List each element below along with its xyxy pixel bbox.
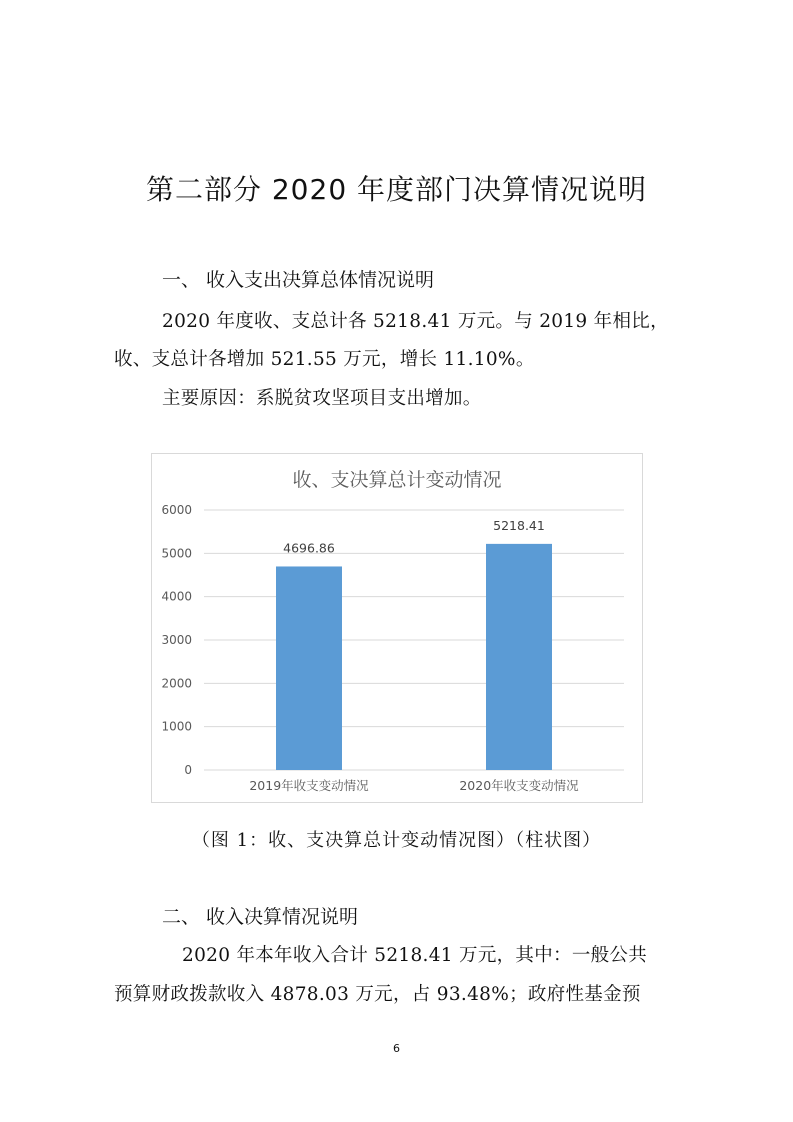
y-tick-label: 1000 (161, 719, 192, 734)
chart-title: 收、支决算总计变动情况 (292, 469, 502, 491)
y-tick-label: 2000 (161, 676, 192, 691)
page-title: 第二部分 2020 年度部门决算情况说明 (145, 173, 648, 206)
section-heading-income: 二、 收入决算情况说明 (162, 906, 359, 928)
paragraph-line: 预算财政拨款收入 4878.03 万元，占 93.48%；政府性基金预 (114, 984, 641, 1005)
figure-caption: （图 1：收、支决算总计变动情况图）（柱状图） (191, 830, 602, 851)
y-tick-label: 6000 (161, 503, 192, 517)
x-tick-label: 2019年收支变动情况 (249, 778, 369, 793)
y-tick-label: 3000 (161, 633, 192, 647)
x-tick-label: 2020年收支变动情况 (459, 778, 579, 793)
bar-value-label: 5218.41 (493, 517, 545, 533)
y-tick-label: 0 (184, 763, 192, 777)
paragraph-line: 2020 年度收、支总计各 5218.41 万元。与 2019 年相比， (162, 311, 669, 332)
bar-chart-svg (152, 454, 642, 802)
page-number: 6 (393, 1042, 400, 1055)
paragraph-line: 2020 年本年收入合计 5218.41 万元，其中：一般公共 (182, 945, 648, 966)
bar (276, 566, 342, 770)
paragraph-reason: 主要原因：系脱贫攻坚项目支出增加。 (162, 388, 482, 409)
bar-chart (151, 453, 643, 803)
y-tick-label: 5000 (161, 546, 192, 561)
paragraph-line: 收、支总计各增加 521.55 万元，增长 11.10%。 (114, 349, 535, 370)
y-tick-label: 4000 (161, 589, 192, 604)
bar-value-label: 4696.86 (283, 540, 335, 556)
section-heading-income-expense: 一、 收入支出决算总体情况说明 (162, 269, 435, 291)
bar (486, 544, 552, 770)
